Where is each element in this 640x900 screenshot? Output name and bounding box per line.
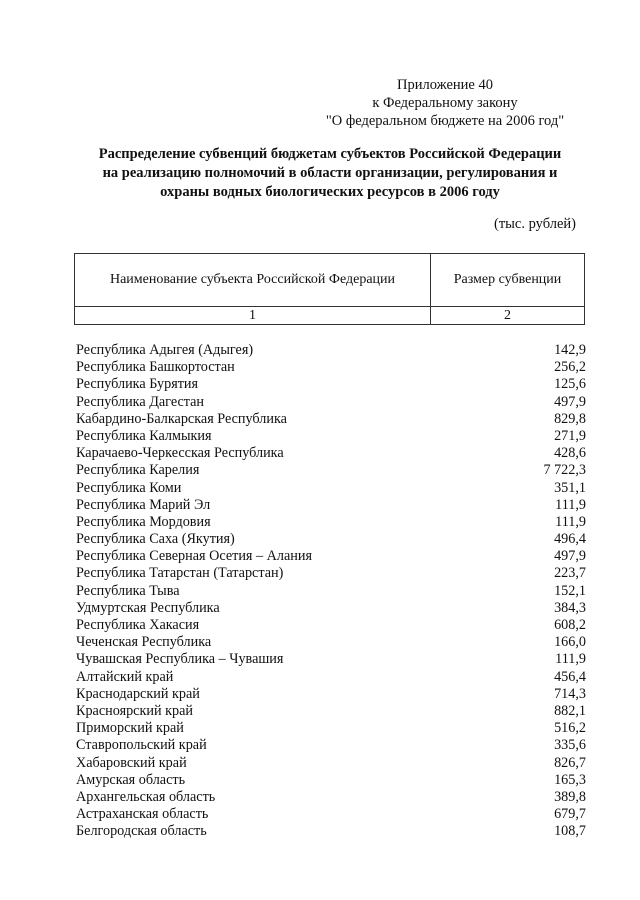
subsidy-amount: 7 722,3 bbox=[543, 462, 586, 479]
table-row bbox=[76, 823, 586, 840]
subsidy-amount: 496,4 bbox=[554, 531, 586, 548]
subject-name: Республика Дагестан bbox=[76, 393, 205, 410]
title-line-1: Распределение субвенций бюджетам субъектов Российской Федерации bbox=[98, 146, 562, 162]
subject-name: Республика Тыва bbox=[76, 582, 180, 599]
table-row bbox=[76, 531, 586, 548]
subject-name: Республика Марий Эл bbox=[76, 496, 211, 513]
table-row bbox=[76, 445, 586, 462]
subsidy-amount: 142,9 bbox=[554, 342, 586, 358]
subject-name: Республика Мордовия bbox=[76, 513, 211, 530]
table-row bbox=[76, 617, 586, 634]
subsidy-amount: 111,9 bbox=[555, 496, 586, 513]
subject-name: Амурская область bbox=[76, 771, 186, 788]
subject-name: Краснодарский край bbox=[76, 685, 200, 702]
subject-name: Хабаровский край bbox=[76, 754, 187, 771]
table-row bbox=[76, 342, 586, 359]
subject-name: Белгородская область bbox=[76, 823, 207, 840]
table-row bbox=[76, 772, 586, 789]
subsidy-amount: 271,9 bbox=[554, 427, 586, 444]
subsidy-amount: 497,9 bbox=[554, 548, 586, 565]
table-row bbox=[76, 376, 586, 393]
subject-name: Приморский край bbox=[76, 720, 184, 737]
subsidy-amount: 108,7 bbox=[554, 823, 586, 840]
table-row bbox=[76, 480, 586, 497]
table-row bbox=[76, 514, 586, 531]
subject-name: Республика Татарстан (Татарстан) bbox=[76, 565, 284, 582]
appendix-reference bbox=[300, 76, 590, 130]
units-label: (тыс. рублей) bbox=[494, 216, 576, 232]
subject-name: Республика Хакасия bbox=[76, 617, 200, 633]
subsidy-amount: 428,6 bbox=[554, 445, 586, 462]
title-line-2: на реализацию полномочий в области организации, регулирования и bbox=[102, 165, 558, 181]
table-row bbox=[76, 462, 586, 479]
table-row bbox=[76, 806, 586, 823]
subsidy-amount: 335,6 bbox=[554, 737, 586, 754]
subject-name: Красноярский край bbox=[76, 702, 193, 719]
table-row bbox=[76, 411, 586, 428]
appendix-law-ref: к Федеральному закону bbox=[372, 95, 518, 111]
subsidy-amount: 166,0 bbox=[554, 634, 586, 651]
appendix-law-title: "О федеральном бюджете на 2006 год" bbox=[325, 113, 565, 129]
subject-name: Алтайский край bbox=[76, 668, 174, 685]
table-row bbox=[76, 394, 586, 411]
table-row bbox=[76, 565, 586, 582]
subsidy-amount: 256,2 bbox=[554, 359, 586, 376]
subsidy-amount: 111,9 bbox=[555, 513, 586, 530]
subject-name: Чувашская Республика – Чувашия bbox=[76, 651, 284, 668]
table-row bbox=[76, 755, 586, 772]
subsidy-amount: 679,7 bbox=[554, 806, 586, 823]
subsidy-amount: 826,7 bbox=[554, 754, 586, 771]
table-row bbox=[76, 669, 586, 686]
table-header bbox=[74, 253, 585, 325]
subsidy-amount: 384,3 bbox=[554, 599, 586, 616]
table-row bbox=[76, 548, 586, 565]
subject-name: Республика Северная Осетия – Алания bbox=[76, 548, 312, 565]
table-row bbox=[76, 359, 586, 376]
subject-name: Астраханская область bbox=[76, 806, 209, 823]
subject-name: Республика Башкортостан bbox=[76, 359, 235, 376]
column-number-1: 1 bbox=[75, 307, 431, 325]
subsidy-amount: 516,2 bbox=[554, 720, 586, 737]
document-title bbox=[60, 145, 600, 202]
table-row bbox=[76, 703, 586, 720]
table-row bbox=[76, 583, 586, 600]
table-row bbox=[76, 720, 586, 737]
subsidy-amount: 165,3 bbox=[554, 771, 586, 788]
subsidy-amount: 125,6 bbox=[554, 376, 586, 393]
subject-name: Республика Адыгея (Адыгея) bbox=[76, 342, 254, 358]
table-row bbox=[76, 428, 586, 445]
subsidy-amount: 497,9 bbox=[554, 393, 586, 410]
subsidy-amount: 152,1 bbox=[554, 582, 586, 599]
column-header-subject: Наименование субъекта Российской Федерации bbox=[75, 254, 431, 307]
table-row bbox=[76, 737, 586, 754]
subsidy-amount: 714,3 bbox=[554, 685, 586, 702]
subject-name: Республика Карелия bbox=[76, 462, 200, 479]
subsidy-amount: 389,8 bbox=[554, 788, 586, 805]
subject-name: Кабардино-Балкарская Республика bbox=[76, 410, 287, 427]
table-row bbox=[76, 634, 586, 651]
subject-name: Республика Коми bbox=[76, 479, 182, 496]
table-row bbox=[76, 497, 586, 514]
subsidy-amount: 456,4 bbox=[554, 668, 586, 685]
subsidy-amount: 223,7 bbox=[554, 565, 586, 582]
table-row bbox=[76, 686, 586, 703]
subsidy-amount: 608,2 bbox=[554, 617, 586, 633]
column-number-2: 2 bbox=[431, 307, 585, 325]
column-header-amount: Размер субвенции bbox=[431, 254, 585, 307]
subsidy-table-body bbox=[76, 342, 586, 840]
subject-name: Чеченская Республика bbox=[76, 634, 212, 651]
table-row bbox=[76, 600, 586, 617]
subject-name: Республика Калмыкия bbox=[76, 427, 212, 444]
subject-name: Архангельская область bbox=[76, 788, 216, 805]
table-row bbox=[76, 789, 586, 806]
subject-name: Карачаево-Черкесская Республика bbox=[76, 445, 284, 462]
table-row bbox=[76, 651, 586, 668]
subsidy-amount: 351,1 bbox=[554, 479, 586, 496]
subsidy-amount: 829,8 bbox=[554, 410, 586, 427]
appendix-number: Приложение 40 bbox=[397, 77, 493, 93]
title-line-3: охраны водных биологических ресурсов в 2006 году bbox=[160, 184, 500, 200]
subject-name: Удмуртская Республика bbox=[76, 599, 220, 616]
subject-name: Республика Саха (Якутия) bbox=[76, 531, 235, 548]
subject-name: Республика Бурятия bbox=[76, 376, 199, 393]
subsidy-amount: 111,9 bbox=[555, 651, 586, 668]
subject-name: Ставропольский край bbox=[76, 737, 207, 754]
subsidy-amount: 882,1 bbox=[554, 702, 586, 719]
